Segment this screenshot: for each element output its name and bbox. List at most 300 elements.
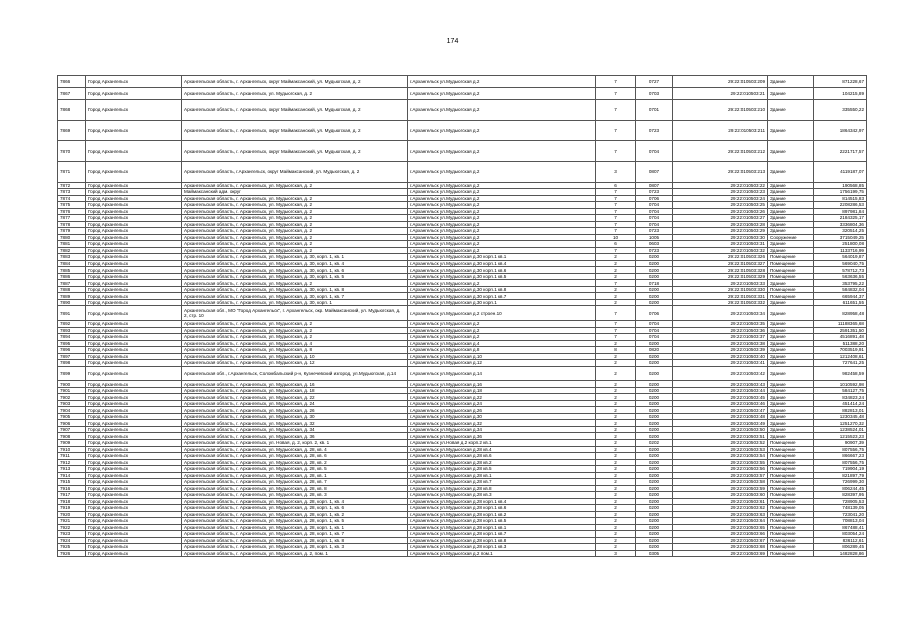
row-number-cell: 7923 bbox=[58, 531, 86, 538]
subgroup-code-cell: 0200 bbox=[636, 273, 673, 280]
municipality-cell: Город Архангельск bbox=[86, 498, 182, 505]
group-code-cell: 2 bbox=[596, 381, 636, 388]
subgroup-code-cell: 0202 bbox=[636, 439, 673, 446]
short-address-cell: г.Архангельск ул.Мудьюгская д.2 bbox=[408, 202, 596, 209]
cadastral-value-cell: 807556,75 bbox=[814, 459, 867, 466]
short-address-cell: г.Архангельск ул.Мудьюгская д.2 bbox=[408, 247, 596, 254]
group-code-cell: 6 bbox=[596, 241, 636, 248]
cadastral-number-cell: 29:22:010503:57 bbox=[673, 472, 768, 479]
row-number-cell: 7924 bbox=[58, 537, 86, 544]
object-type-cell: Здание bbox=[768, 366, 814, 381]
row-number-cell: 7887 bbox=[58, 280, 86, 287]
object-type-cell: Здание bbox=[768, 120, 814, 141]
group-code-cell: 2 bbox=[596, 518, 636, 525]
object-type-cell: Помещение bbox=[768, 459, 814, 466]
cadastral-value-cell: 821897,79 bbox=[814, 472, 867, 479]
subgroup-code-cell: 0200 bbox=[636, 420, 673, 427]
full-address-cell: Архангельская область, г. Архангельск, ул. Мудьюгская, д. 28, корп. 1, кв. 2 bbox=[182, 511, 408, 518]
row-number-cell: 7883 bbox=[58, 254, 86, 261]
short-address-cell: г.Архангельск ул.Мудьюгская д.28 кв.7 bbox=[408, 479, 596, 486]
cadastral-number-cell: 29:22:010503:67 bbox=[673, 537, 768, 544]
short-address-cell: г.Архангельск ул.Мудьюгская д.14 bbox=[408, 366, 596, 381]
cadastral-value-cell: 728905,53 bbox=[814, 498, 867, 505]
cadastral-value-cell: 451414,24 bbox=[814, 400, 867, 407]
row-number-cell: 7866 bbox=[58, 76, 86, 88]
row-number-cell: 7913 bbox=[58, 466, 86, 473]
group-code-cell: 7 bbox=[596, 100, 636, 121]
short-address-cell: г.Архангельск ул.Мудьюгская д.36 bbox=[408, 433, 596, 440]
object-type-cell: Здание bbox=[768, 182, 814, 189]
row-number-cell: 7904 bbox=[58, 407, 86, 414]
full-address-cell: Архангельская область, г. Архангельск, ул. Мудьюгская, д. 30, корп. 1, кв. 6 bbox=[182, 267, 408, 274]
cadastral-number-cell: 29:22:010503:42 bbox=[673, 366, 768, 381]
cadastral-number-cell: 29:22:010503:63 bbox=[673, 511, 768, 518]
row-number-cell: 7926 bbox=[58, 550, 86, 557]
subgroup-code-cell: 0723 bbox=[636, 228, 673, 235]
group-code-cell: 2 bbox=[596, 472, 636, 479]
short-address-cell: г.Архангельск ул.Мудьюгская д.22 bbox=[408, 394, 596, 401]
municipality-cell: Город Архангельск bbox=[86, 334, 182, 341]
object-type-cell: Здание bbox=[768, 100, 814, 121]
municipality-cell: Город Архангельск bbox=[86, 340, 182, 347]
group-code-cell: 2 bbox=[596, 466, 636, 473]
object-type-cell: Здание bbox=[768, 400, 814, 407]
cadastral-number-cell: 29:22:010503:29 bbox=[673, 228, 768, 235]
full-address-cell: Архангельская область, г. Архангельск, ул. Мудьюгская, д. 2 bbox=[182, 327, 408, 334]
group-code-cell: 2 bbox=[596, 273, 636, 280]
row-number-cell: 7872 bbox=[58, 182, 86, 189]
table-row bbox=[58, 120, 867, 141]
full-address-cell: Архангельская область, г. Архангельск, ул. Мудьюгская, д. 22 bbox=[182, 394, 408, 401]
cadastral-number-cell: 29:22:010503:51 bbox=[673, 433, 768, 440]
full-address-cell: Архангельская область, г. Архангельск, ул. Мудьюгская, д. 28, кв. 2 bbox=[182, 459, 408, 466]
municipality-cell: Город Архангельск bbox=[86, 161, 182, 182]
cadastral-value-cell: 584127,75 bbox=[814, 387, 867, 394]
subgroup-code-cell: 0723 bbox=[636, 120, 673, 141]
cadastral-value-cell: 569040,75 bbox=[814, 260, 867, 267]
cadastral-number-cell: 29:22:010503:28 bbox=[673, 221, 768, 228]
row-number-cell: 7888 bbox=[58, 286, 86, 293]
cadastral-number-cell: 29:22:010503:69 bbox=[673, 550, 768, 557]
object-type-cell: Здание bbox=[768, 202, 814, 209]
cadastral-number-cell: 29:22:010503:27 bbox=[673, 215, 768, 222]
cadastral-value-cell: 806289,45 bbox=[814, 544, 867, 551]
short-address-cell: г.Архангельск ул.Мудьюгская д.2 bbox=[408, 234, 596, 241]
object-type-cell: Здание bbox=[768, 327, 814, 334]
subgroup-code-cell: 0200 bbox=[636, 387, 673, 394]
cadastral-number-cell: 29:22:010503:54 bbox=[673, 453, 768, 460]
full-address-cell: Архангельская область, г. Архангельск, ул. Мудьюгская, д. 28, корп. 1, кв. 3 bbox=[182, 544, 408, 551]
object-type-cell: Здание bbox=[768, 394, 814, 401]
row-number-cell: 7915 bbox=[58, 479, 86, 486]
cadastral-number-cell: 29:22:010503:59 bbox=[673, 485, 768, 492]
short-address-cell: г.Архангельск ул.Мудьюгская д.2 bbox=[408, 241, 596, 248]
cadastral-value-cell: 190568,85 bbox=[814, 182, 867, 189]
full-address-cell: Архангельская область, г. Архангельск, ул. Мудьюгская, д. 28, кв. 8 bbox=[182, 485, 408, 492]
municipality-cell: Город Архангельск bbox=[86, 260, 182, 267]
subgroup-code-cell: 0200 bbox=[636, 400, 673, 407]
object-type-cell: Помещение bbox=[768, 518, 814, 525]
full-address-cell: Архангельская область, г. Архангельск, ул. Мудьюгская, д. 2 bbox=[182, 208, 408, 215]
full-address-cell: Архангельская область, г. Архангельск, ул. Мудьюгская, д. 2 bbox=[182, 280, 408, 287]
short-address-cell: г.Архангельск ул.Мудьюгская д.2 bbox=[408, 228, 596, 235]
cadastral-value-cell: 719904,19 bbox=[814, 466, 867, 473]
full-address-cell: Архангельская область, г. Архангельск, ул. Мудьюгская, д. 2 bbox=[182, 215, 408, 222]
short-address-cell: г.Архангельск ул.Мудьюгская д.30 корп.1 bbox=[408, 299, 596, 306]
full-address-cell: Архангельская область, г. Архангельск, ул. Мудьюгская, д. 26 bbox=[182, 407, 408, 414]
short-address-cell: г.Архангельск ул.Мудьюгская д.28 корп.1 кв.1 bbox=[408, 524, 596, 531]
row-number-cell: 7893 bbox=[58, 327, 86, 334]
short-address-cell: г.Архангельск ул.Мудьюгская д.30 корп.1 кв.8 bbox=[408, 286, 596, 293]
cadastral-number-cell: 29:22:010503:61 bbox=[673, 498, 768, 505]
full-address-cell: Архангельская область, г. Архангельск, ул. Мудьюгская, д. 24 bbox=[182, 400, 408, 407]
group-code-cell: 2 bbox=[596, 446, 636, 453]
object-type-cell: Здание bbox=[768, 76, 814, 88]
subgroup-code-cell: 0200 bbox=[636, 544, 673, 551]
cadastral-number-cell: 29:22:010503:68 bbox=[673, 544, 768, 551]
municipality-cell: Город Архангельск bbox=[86, 347, 182, 354]
municipality-cell: Город Архангельск bbox=[86, 511, 182, 518]
object-type-cell: Помещение bbox=[768, 260, 814, 267]
cadastral-number-cell: 29:22:010503:43 bbox=[673, 381, 768, 388]
subgroup-code-cell: 0718 bbox=[636, 280, 673, 287]
cadastral-value-cell: 2591351,50 bbox=[814, 327, 867, 334]
group-code-cell: 2 bbox=[596, 360, 636, 367]
object-type-cell: Здание bbox=[768, 88, 814, 100]
object-type-cell: Помещение bbox=[768, 537, 814, 544]
full-address-cell: Архангельская область, г. Архангельск, ул. Мудьюгская, д. 28, кв. 5 bbox=[182, 466, 408, 473]
cadastral-number-cell: 29:22:010503:41 bbox=[673, 360, 768, 367]
short-address-cell: г.Архангельск ул.Мудьюгская д.2 строен.10 bbox=[408, 306, 596, 321]
short-address-cell: г.Архангельск ул.Мудьюгская д.28 кв.4 bbox=[408, 446, 596, 453]
row-number-cell: 7878 bbox=[58, 221, 86, 228]
group-code-cell: 7 bbox=[596, 202, 636, 209]
row-number-cell: 7908 bbox=[58, 433, 86, 440]
object-type-cell: Здание bbox=[768, 321, 814, 328]
cadastral-number-cell: 29:22:010503:21 bbox=[673, 88, 768, 100]
row-number-cell: 7901 bbox=[58, 387, 86, 394]
cadastral-number-cell: 29:22:010503:39 bbox=[673, 347, 768, 354]
object-type-cell: Здание bbox=[768, 407, 814, 414]
subgroup-code-cell: 0200 bbox=[636, 511, 673, 518]
object-type-cell: Сооружение bbox=[768, 234, 814, 241]
cadastral-value-cell: 563636,55 bbox=[814, 273, 867, 280]
object-type-cell: Здание bbox=[768, 161, 814, 182]
cadastral-value-cell: 806244,45 bbox=[814, 485, 867, 492]
municipality-cell: Город Архангельск bbox=[86, 550, 182, 557]
short-address-cell: г.Архангельск ул.Мудьюгская д.2 bbox=[408, 280, 596, 287]
object-type-cell: Здание bbox=[768, 347, 814, 354]
object-type-cell: Здание bbox=[768, 208, 814, 215]
subgroup-code-cell: 0706 bbox=[636, 306, 673, 321]
group-code-cell: 2 bbox=[596, 254, 636, 261]
table-row bbox=[58, 550, 867, 557]
object-type-cell: Здание bbox=[768, 221, 814, 228]
short-address-cell: г.Архангельск ул.Мудьюгская д.28 корп.1 кв.7 bbox=[408, 531, 596, 538]
row-number-cell: 7897 bbox=[58, 353, 86, 360]
municipality-cell: Город Архангельск bbox=[86, 286, 182, 293]
row-number-cell: 7911 bbox=[58, 453, 86, 460]
row-number-cell: 7917 bbox=[58, 492, 86, 499]
object-type-cell: Помещение bbox=[768, 472, 814, 479]
group-code-cell: 7 bbox=[596, 215, 636, 222]
row-number-cell: 7868 bbox=[58, 100, 86, 121]
short-address-cell: г.Архангельск ул.Мудьюгская д.30 корп.1 кв.1 bbox=[408, 254, 596, 261]
cadastral-number-cell: 29:22:010503:23 bbox=[673, 189, 768, 196]
subgroup-code-cell: 0200 bbox=[636, 459, 673, 466]
group-code-cell: 2 bbox=[596, 426, 636, 433]
cadastral-number-cell: 29:22:010503:332 bbox=[673, 299, 768, 306]
short-address-cell: г.Архангельск ул.Мудьюгская д.32 bbox=[408, 420, 596, 427]
cadastral-value-cell: 104215,89 bbox=[814, 88, 867, 100]
row-number-cell: 7907 bbox=[58, 426, 86, 433]
group-code-cell: 2 bbox=[596, 267, 636, 274]
subgroup-code-cell: 0727 bbox=[636, 76, 673, 88]
subgroup-code-cell: 0200 bbox=[636, 466, 673, 473]
cadastral-number-cell: 29:22:010503:36 bbox=[673, 327, 768, 334]
short-address-cell: г.Архангельск ул.Мудьюгская д.28 корп.1 кв.6 bbox=[408, 505, 596, 512]
cadastral-number-cell: 29:22:010503:64 bbox=[673, 518, 768, 525]
object-type-cell: Здание bbox=[768, 433, 814, 440]
municipality-cell: Город Архангельск bbox=[86, 273, 182, 280]
object-type-cell: Помещение bbox=[768, 485, 814, 492]
short-address-cell: г.Архангельск ул.Мудьюгская д.28 кв.8 bbox=[408, 485, 596, 492]
subgroup-code-cell: 0200 bbox=[636, 299, 673, 306]
subgroup-code-cell: 0703 bbox=[636, 88, 673, 100]
object-type-cell: Здание bbox=[768, 195, 814, 202]
municipality-cell: Город Архангельск bbox=[86, 446, 182, 453]
municipality-cell: Город Архангельск bbox=[86, 387, 182, 394]
municipality-cell: Город Архангельск bbox=[86, 267, 182, 274]
short-address-cell: г.Архангельск ул.Мудьюгская д.4 bbox=[408, 340, 596, 347]
group-code-cell: 7 bbox=[596, 195, 636, 202]
full-address-cell: Архангельская область, г. Архангельск, ул. Мудьюгская, д. 2 bbox=[182, 195, 408, 202]
row-number-cell: 7871 bbox=[58, 161, 86, 182]
cadastral-number-cell: 29:22:010503:55 bbox=[673, 459, 768, 466]
full-address-cell: Архангельская область, г.Архангельск, округ Маймаксанский, ул. Мудьюгская, д. 2 bbox=[182, 161, 408, 182]
municipality-cell: Город Архангельск bbox=[86, 247, 182, 254]
full-address-cell: Архангельская область, г. Архангельск, ул. Мудьюгская, д. 12 bbox=[182, 360, 408, 367]
subgroup-code-cell: 0200 bbox=[636, 293, 673, 300]
row-number-cell: 7890 bbox=[58, 299, 86, 306]
municipality-cell: Город Архангельск bbox=[86, 433, 182, 440]
subgroup-code-cell: 0603 bbox=[636, 241, 673, 248]
subgroup-code-cell: 0200 bbox=[636, 524, 673, 531]
full-address-cell: Архангельская область, г. Архангельск, ул. Мудьюгская, д. 30, корп. 1 bbox=[182, 299, 408, 306]
cadastral-value-cell: 1212408,61 bbox=[814, 353, 867, 360]
row-number-cell: 7916 bbox=[58, 485, 86, 492]
municipality-cell: Город Архангельск bbox=[86, 293, 182, 300]
object-type-cell: Помещение bbox=[768, 273, 814, 280]
group-code-cell: 7 bbox=[596, 221, 636, 228]
cadastral-value-cell: 807556,75 bbox=[814, 446, 867, 453]
full-address-cell: Архангельская область, г. Архангельск, ул. Мудьюгская, д. 2 bbox=[182, 321, 408, 328]
full-address-cell: Архангельская область, г. Архангельск, ул. Мудьюгская, д. 2 bbox=[182, 234, 408, 241]
cadastral-value-cell: 836112,61 bbox=[814, 537, 867, 544]
subgroup-code-cell: 0807 bbox=[636, 161, 673, 182]
short-address-cell: г.Архангельск ул.Мудьюгская д.2 bbox=[408, 120, 596, 141]
full-address-cell: Архангельская область, г. Архангельск, ул. Мудьюгская, д. 30, корп. 1, кв. 4 bbox=[182, 260, 408, 267]
full-address-cell: Архангельская область, г. Архангельск, ул. Мудьюгская, д. 28, корп. 1, кв. 6 bbox=[182, 505, 408, 512]
row-number-cell: 7905 bbox=[58, 413, 86, 420]
cadastral-value-cell: 11188365,68 bbox=[814, 321, 867, 328]
subgroup-code-cell: 0706 bbox=[636, 195, 673, 202]
row-number-cell: 7895 bbox=[58, 340, 86, 347]
subgroup-code-cell: 0200 bbox=[636, 485, 673, 492]
row-number-cell: 7867 bbox=[58, 88, 86, 100]
cadastral-value-cell: 803054,24 bbox=[814, 531, 867, 538]
municipality-cell: Город Архангельск bbox=[86, 221, 182, 228]
object-type-cell: Помещение bbox=[768, 439, 814, 446]
subgroup-code-cell: 0200 bbox=[636, 453, 673, 460]
group-code-cell: 2 bbox=[596, 394, 636, 401]
short-address-cell: г.Архангельск ул.Мудьюгская д.28 кв.3 bbox=[408, 492, 596, 499]
short-address-cell: г.Архангельск ул.Мудьюгская д.2 bbox=[408, 182, 596, 189]
group-code-cell: 2 bbox=[596, 485, 636, 492]
cadastral-number-cell: 29:22:010503:24 bbox=[673, 195, 768, 202]
row-number-cell: 7912 bbox=[58, 459, 86, 466]
cadastral-number-cell: 29:22:010503:52 bbox=[673, 439, 768, 446]
cadastral-value-cell: 3336804,36 bbox=[814, 221, 867, 228]
cadastral-number-cell: 29:22:010503:210 bbox=[673, 100, 768, 121]
short-address-cell: г.Архангельск ул.Новая д.2 корп.2 кв.1 bbox=[408, 439, 596, 446]
short-address-cell: г.Архангельск ул.Мудьюгская д.30 корп.1 кв.5 bbox=[408, 273, 596, 280]
cadastral-value-cell: 511388,20 bbox=[814, 340, 867, 347]
cadastral-value-cell: 882813,01 bbox=[814, 407, 867, 414]
cadastral-value-cell: 828397,95 bbox=[814, 492, 867, 499]
row-number-cell: 7925 bbox=[58, 544, 86, 551]
full-address-cell: Архангельская область, г. Архангельск, ул. Мудьюгская, д. 28, корп. 1, кв. 1 bbox=[182, 524, 408, 531]
short-address-cell: г.Архангельск ул.Мудьюгская д.2 bbox=[408, 195, 596, 202]
cadastral-number-cell: 29:22:010503:31 bbox=[673, 241, 768, 248]
municipality-cell: Город Архангельск bbox=[86, 189, 182, 196]
full-address-cell: Архангельская область, г. Архангельск, ул. Мудьюгская, д. 2 bbox=[182, 221, 408, 228]
subgroup-code-cell: 0704 bbox=[636, 334, 673, 341]
cadastral-value-cell: 1251270,32 bbox=[814, 420, 867, 427]
cadastral-value-cell: 584832,04 bbox=[814, 286, 867, 293]
group-code-cell: 2 bbox=[596, 537, 636, 544]
municipality-cell: Город Архангельск bbox=[86, 413, 182, 420]
cadastral-value-cell: 578712,73 bbox=[814, 267, 867, 274]
short-address-cell: г.Архангельск ул.Мудьюгская д.28 кв.5 bbox=[408, 466, 596, 473]
group-code-cell: 2 bbox=[596, 366, 636, 381]
cadastral-value-cell: 611651,55 bbox=[814, 299, 867, 306]
group-code-cell: 7 bbox=[596, 280, 636, 287]
object-type-cell: Помещение bbox=[768, 453, 814, 460]
row-number-cell: 7906 bbox=[58, 420, 86, 427]
cadastral-value-cell: 665944,37 bbox=[814, 293, 867, 300]
municipality-cell: Город Архангельск bbox=[86, 195, 182, 202]
short-address-cell: г.Архангельск ул.Мудьюгская д.2 bbox=[408, 327, 596, 334]
object-type-cell: Здание bbox=[768, 387, 814, 394]
subgroup-code-cell: 0200 bbox=[636, 492, 673, 499]
full-address-cell: Архангельская область, г. Архангельск, ул. Мудьюгская, д. 30, корп. 1, кв. 5 bbox=[182, 273, 408, 280]
subgroup-code-cell: 0200 bbox=[636, 505, 673, 512]
subgroup-code-cell: 0701 bbox=[636, 100, 673, 121]
group-code-cell: 7 bbox=[596, 208, 636, 215]
cadastral-value-cell: 727641,25 bbox=[814, 360, 867, 367]
cadastral-value-cell: 708813,04 bbox=[814, 518, 867, 525]
short-address-cell: г.Архангельск ул.Мудьюгская д.30 bbox=[408, 413, 596, 420]
cadastral-number-cell: 29:22:010503:209 bbox=[673, 76, 768, 88]
object-type-cell: Здание bbox=[768, 141, 814, 162]
cadastral-number-cell: 29:22:010503:327 bbox=[673, 260, 768, 267]
cadastral-value-cell: 353795,22 bbox=[814, 280, 867, 287]
full-address-cell: Архангельская область, г. Архангельск, ул. Мудьюгская, д. 2 bbox=[182, 247, 408, 254]
municipality-cell: Город Архангельск bbox=[86, 88, 182, 100]
row-number-cell: 7885 bbox=[58, 267, 86, 274]
municipality-cell: Город Архангельск bbox=[86, 228, 182, 235]
short-address-cell: г.Архангельск ул.Мудьюгская д.2 bbox=[408, 334, 596, 341]
object-type-cell: Здание bbox=[768, 247, 814, 254]
subgroup-code-cell: 0704 bbox=[636, 321, 673, 328]
object-type-cell: Помещение bbox=[768, 505, 814, 512]
short-address-cell: г.Архангельск ул.Мудьюгская д.30 корп.1 кв.7 bbox=[408, 293, 596, 300]
group-code-cell: 2 bbox=[596, 479, 636, 486]
short-address-cell: г.Архангельск ул.Мудьюгская д.30 корп.1 кв.4 bbox=[408, 260, 596, 267]
object-type-cell: Помещение bbox=[768, 544, 814, 551]
row-number-cell: 7881 bbox=[58, 241, 86, 248]
short-address-cell: г.Архангельск ул.Мудьюгская д.30 корп.1 кв.6 bbox=[408, 267, 596, 274]
municipality-cell: Город Архангельск bbox=[86, 407, 182, 414]
group-code-cell: 2 bbox=[596, 511, 636, 518]
cadastral-value-cell: 2208286,53 bbox=[814, 202, 867, 209]
subgroup-code-cell: 0704 bbox=[636, 221, 673, 228]
short-address-cell: г.Архангельск ул.Мудьюгская д.2 bbox=[408, 161, 596, 182]
group-code-cell: 2 bbox=[596, 531, 636, 538]
full-address-cell: Архангельская область, г. Архангельск, ул. Мудьюгская, д. 10 bbox=[182, 353, 408, 360]
cadastral-value-cell: 4119187,07 bbox=[814, 161, 867, 182]
object-type-cell: Помещение bbox=[768, 254, 814, 261]
row-number-cell: 7876 bbox=[58, 208, 86, 215]
municipality-cell: Город Архангельск bbox=[86, 306, 182, 321]
municipality-cell: Город Архангельск bbox=[86, 76, 182, 88]
page-number: 174 bbox=[446, 38, 459, 45]
row-number-cell: 7879 bbox=[58, 228, 86, 235]
cadastral-value-cell: 2221717,57 bbox=[814, 141, 867, 162]
row-number-cell: 7921 bbox=[58, 518, 86, 525]
subgroup-code-cell: 0723 bbox=[636, 189, 673, 196]
group-code-cell: 2 bbox=[596, 544, 636, 551]
cadastral-value-cell: 1864342,97 bbox=[814, 120, 867, 141]
group-code-cell: 7 bbox=[596, 247, 636, 254]
full-address-cell: Архангельская область, г. Архангельск, ул. Мудьюгская, д. 30 bbox=[182, 413, 408, 420]
group-code-cell: 7 bbox=[596, 120, 636, 141]
subgroup-code-cell: 0723 bbox=[636, 247, 673, 254]
group-code-cell: 2 bbox=[596, 299, 636, 306]
short-address-cell: г.Архангельск ул.Мудьюгская д.28 корп.1 кв.3 bbox=[408, 544, 596, 551]
full-address-cell: Архангельская область, г. Архангельск, ул. Мудьюгская, д. 2, пом. 1 bbox=[182, 550, 408, 557]
cadastral-value-cell: 1756199,75 bbox=[814, 189, 867, 196]
short-address-cell: г.Архангельск ул.Мудьюгская д.2 bbox=[408, 321, 596, 328]
row-number-cell: 7910 bbox=[58, 446, 86, 453]
object-type-cell: Здание bbox=[768, 306, 814, 321]
cadastral-value-cell: 1215523,23 bbox=[814, 433, 867, 440]
table-row bbox=[58, 161, 867, 182]
row-number-cell: 7896 bbox=[58, 347, 86, 354]
subgroup-code-cell: 0200 bbox=[636, 433, 673, 440]
municipality-cell: Город Архангельск bbox=[86, 100, 182, 121]
object-type-cell: Здание bbox=[768, 241, 814, 248]
group-code-cell: 2 bbox=[596, 286, 636, 293]
municipality-cell: Город Архангельск bbox=[86, 381, 182, 388]
municipality-cell: Город Архангельск bbox=[86, 202, 182, 209]
group-code-cell: 2 bbox=[596, 505, 636, 512]
group-code-cell: 2 bbox=[596, 387, 636, 394]
full-address-cell: Архангельская область, г. Архангельск, ул. Мудьюгская, д. 30, корп. 1, кв. 1 bbox=[182, 254, 408, 261]
group-code-cell: 2 bbox=[596, 340, 636, 347]
full-address-cell: Архангельская область, г. Архангельск, ул. Мудьюгская, д. 28, корп. 1, кв. 8 bbox=[182, 537, 408, 544]
